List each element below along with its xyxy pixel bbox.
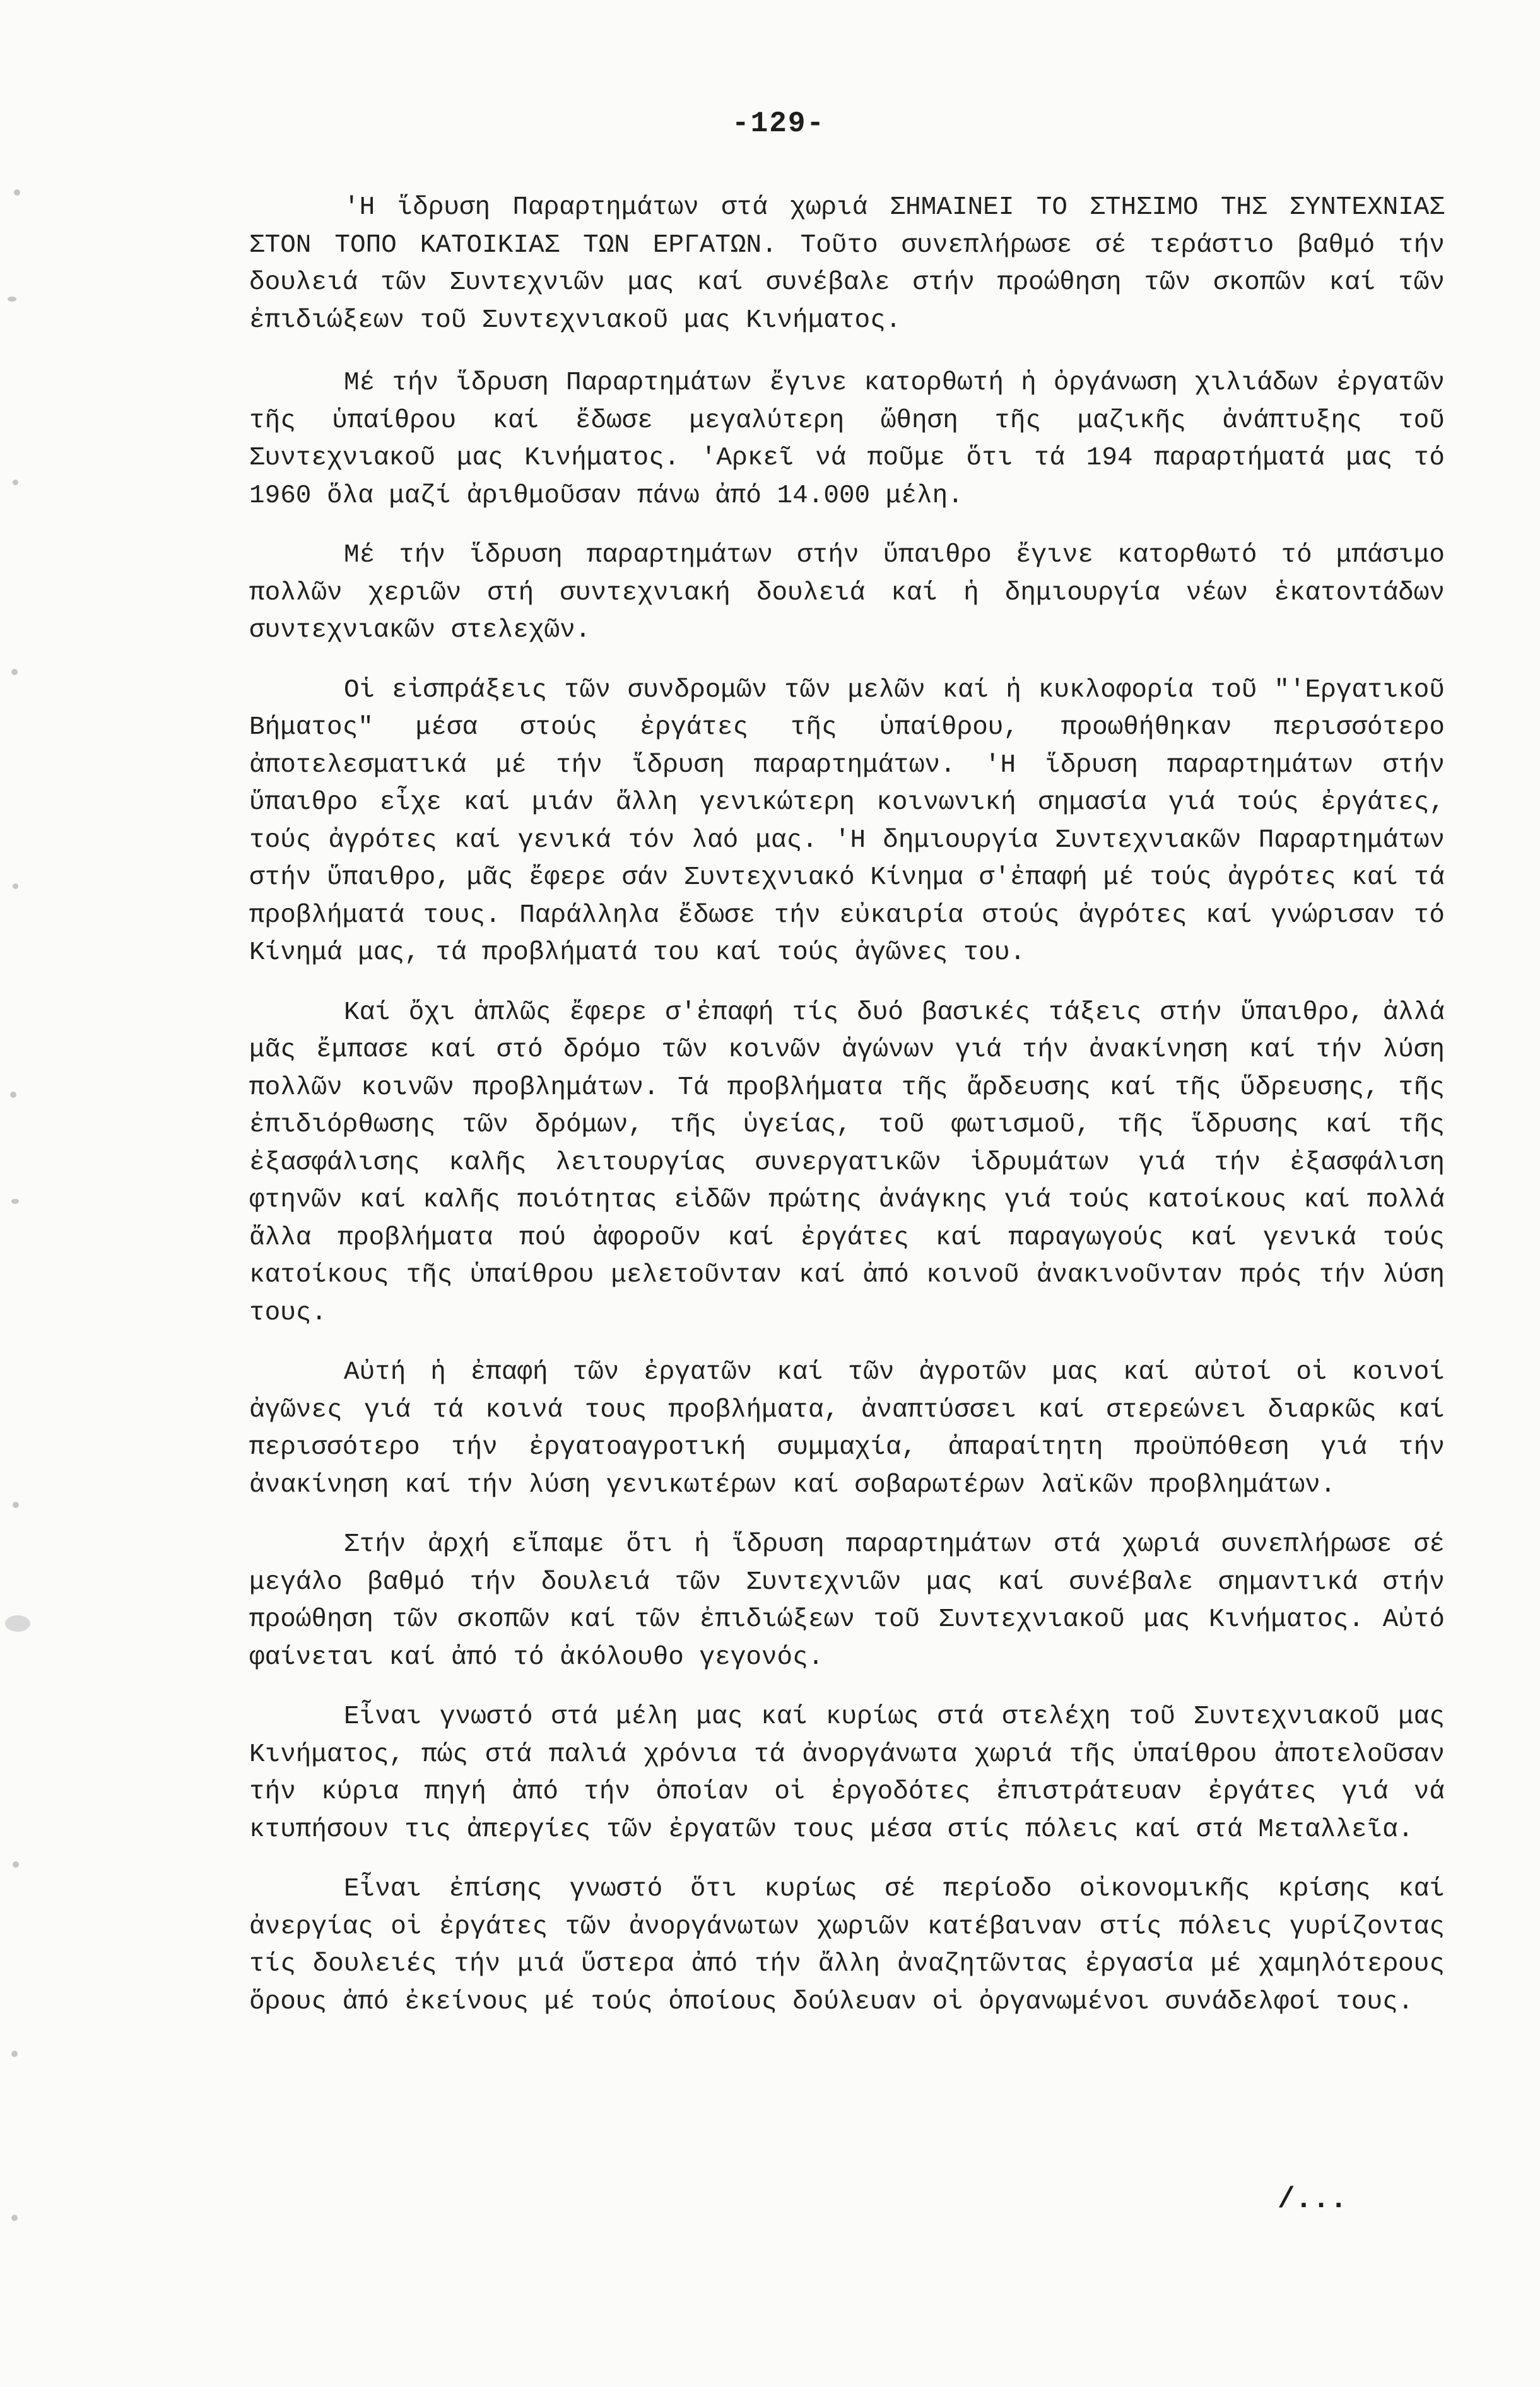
scan-margin-artifacts	[0, 0, 38, 2387]
paragraph: Μέ τήν ἵδρυση παραρτημάτων στήν ὕπαιθρο ἔγινε κατορθωτό τό μπάσιμο πολλῶν χεριῶν στή συντεχνιακή δουλειά καί ἡ δημιουργία νέων ἑκατοντάδων συντεχνιακῶν στελεχῶν.	[249, 541, 1445, 645]
document-body	[249, 189, 1445, 2043]
paragraph: 'Η ἵδρυση Παραρτημάτων στά χωριά ΣΗΜΑΙΝΕΙ ΤΟ ΣΤΗΣΙΜΟ ΤΗΣ ΣΥΝΤΕΧΝΙΑΣ ΣΤΟΝ ΤΟΠΟ ΚΑΤΟΙΚΙΑΣ ΤΩΝ ΕΡΓΑΤΩΝ. Τοῦτο συνεπλήρωσε σέ τεράστιο βαθμό τήν δουλειά τῶν Συντεχνιῶν μας καί συνέβαλε στήν προώθηση τῶν σκοπῶν καί τῶν ἐπιδιώξεων τοῦ Συντεχνιακοῦ μας Κινήματος.	[249, 193, 1445, 335]
paragraph: Αὐτή ἡ ἐπαφή τῶν ἐργατῶν καί τῶν ἀγροτῶν μας καί αὐτοί οἱ κοινοί ἀγῶνες γιά τά κοινά τους προβλήματα, ἀναπτύσσει καί στερεώνει διαρκῶς καί περισσότερο τήν ἐργατοαγροτική συμμαχία, ἀπαραίτητη προϋπόθεση γιά τήν ἀνακίνηση καί τήν λύση γενικωτέρων καί σοβαρωτέρων λαϊκῶν προβλημάτων.	[249, 1358, 1445, 1500]
paragraph: Εἶναι ἐπίσης γνωστό ὅτι κυρίως σέ περίοδο οἰκονομικῆς κρίσης καί ἀνεργίας οἱ ἐργάτες τῶν ἀνοργάνωτων χωριῶν κατέβαιναν στίς πόλεις γυρίζοντας τίς δουλειές τήν μιά ὕστερα ἀπό τήν ἄλλη ἀναζητῶντας ἐργασία μέ χαμηλότερους ὅρους ἀπό ἐκείνους μέ τούς ὁποίους δούλευαν οἱ ὀργανωμένοι συνάδελφοί τους.	[249, 1875, 1445, 2017]
paragraph: Καί ὄχι ἁπλῶς ἔφερε σ'ἐπαφή τίς δυό βασικές τάξεις στήν ὕπαιθρο, ἀλλά μᾶς ἔμπασε καί στό δρόμο τῶν κοινῶν ἀγώνων γιά τήν ἀνακίνηση καί τήν λύση πολλῶν κοινῶν προβλημάτων. Τά προβλήματα τῆς ἄρδευσης καί τῆς ὕδρευσης, τῆς ἐπιδιόρθωσης τῶν δρόμων, τῆς ὑγείας, τοῦ φωτισμοῦ, τῆς ἵδρυσης καί τῆς ἐξασφάλισης καλῆς λειτουργίας συνεργατικῶν ἱδρυμάτων γιά τήν ἐξασφάλιση φτηνῶν καί καλῆς ποιότητας εἰδῶν πρώτης ἀνάγκης γιά τούς κατοίκους καί πολλά ἄλλα προβλήματα πού ἀφοροῦν καί ἐργάτες καί παραγωγούς καί γενικά τούς κατοίκους τῆς ὑπαίθρου μελετοῦνταν καί ἀπό κοινοῦ ἀνακινοῦνταν πρός τήν λύση τους.	[249, 998, 1445, 1328]
paragraph: Στήν ἀρχή εἴπαμε ὅτι ἡ ἵδρυση παραρτημάτων στά χωριά συνεπλήρωσε σέ μεγάλο βαθμό τήν δουλειά τῶν Συντεχνιῶν μας καί συνέβαλε σημαντικά στήν προώθηση τῶν σκοπῶν καί τῶν ἐπιδιώξεων τοῦ Συντεχνιακοῦ μας Κινήματος. Αὐτό φαίνεται καί ἀπό τό ἀκόλουθο γεγονός.	[249, 1530, 1445, 1672]
paragraph: Εἶναι γνωστό στά μέλη μας καί κυρίως στά στελέχη τοῦ Συντεχνιακοῦ μας Κινήματος, πώς στά παλιά χρόνια τά ἀνοργάνωτα χωριά τῆς ὑπαίθρου ἀποτελοῦσαν τήν κύρια πηγή ἀπό τήν ὁποίαν οἱ ἐργοδότες ἐπιστράτευαν ἐργάτες γιά νά κτυπήσουν τις ἀπεργίες τῶν ἐργατῶν τους μέσα στίς πόλεις καί στά Μεταλλεῖα.	[249, 1702, 1445, 1844]
continuation-mark: /...	[1278, 2183, 1348, 2216]
paragraph: Μέ τήν ἵδρυση Παραρτημάτων ἔγινε κατορθωτή ἡ ὀργάνωση χιλιάδων ἐργατῶν τῆς ὑπαίθρου καί ἔδωσε μεγαλύτερη ὤθηση τῆς μαζικῆς ἀνάπτυξης τοῦ Συντεχνιακοῦ μας Κινήματος. 'Αρκεῖ νά ποῦμε ὅτι τά 194 παραρτήματά μας τό 1960 ὅλα μαζί ἀριθμοῦσαν πάνω ἀπό 14.000 μέλη.	[249, 368, 1445, 510]
page-number: -129-	[732, 107, 826, 140]
paragraph: Οἱ εἰσπράξεις τῶν συνδρομῶν τῶν μελῶν καί ἡ κυκλοφορία τοῦ "'Εργατικοῦ Βήματος" μέσα στούς ἐργάτες τῆς ὑπαίθρου, προωθήθηκαν περισσότερο ἀποτελεσματικά μέ τήν ἵδρυση παραρτημάτων. 'Η ἵδρυση παραρτημάτων στήν ὕπαιθρο εἶχε καί μιάν ἄλλη γενικώτερη κοινωνική σημασία γιά τούς ἐργάτες, τούς ἀγρότες καί γενικά τόν λαό μας. 'Η δημιουργία Συντεχνιακῶν Παραρτημάτων στήν ὕπαιθρο, μᾶς ἔφερε σάν Συντεχνιακό Κίνημα σ'ἐπαφή μέ τούς ἀγρότες καί τά προβλήματά τους. Παράλληλα ἔδωσε τήν εὐκαιρία στούς ἀγρότες καί γνώρισαν τό Κίνημά μας, τά προβλήματά του καί τούς ἀγῶνες του.	[249, 675, 1445, 967]
